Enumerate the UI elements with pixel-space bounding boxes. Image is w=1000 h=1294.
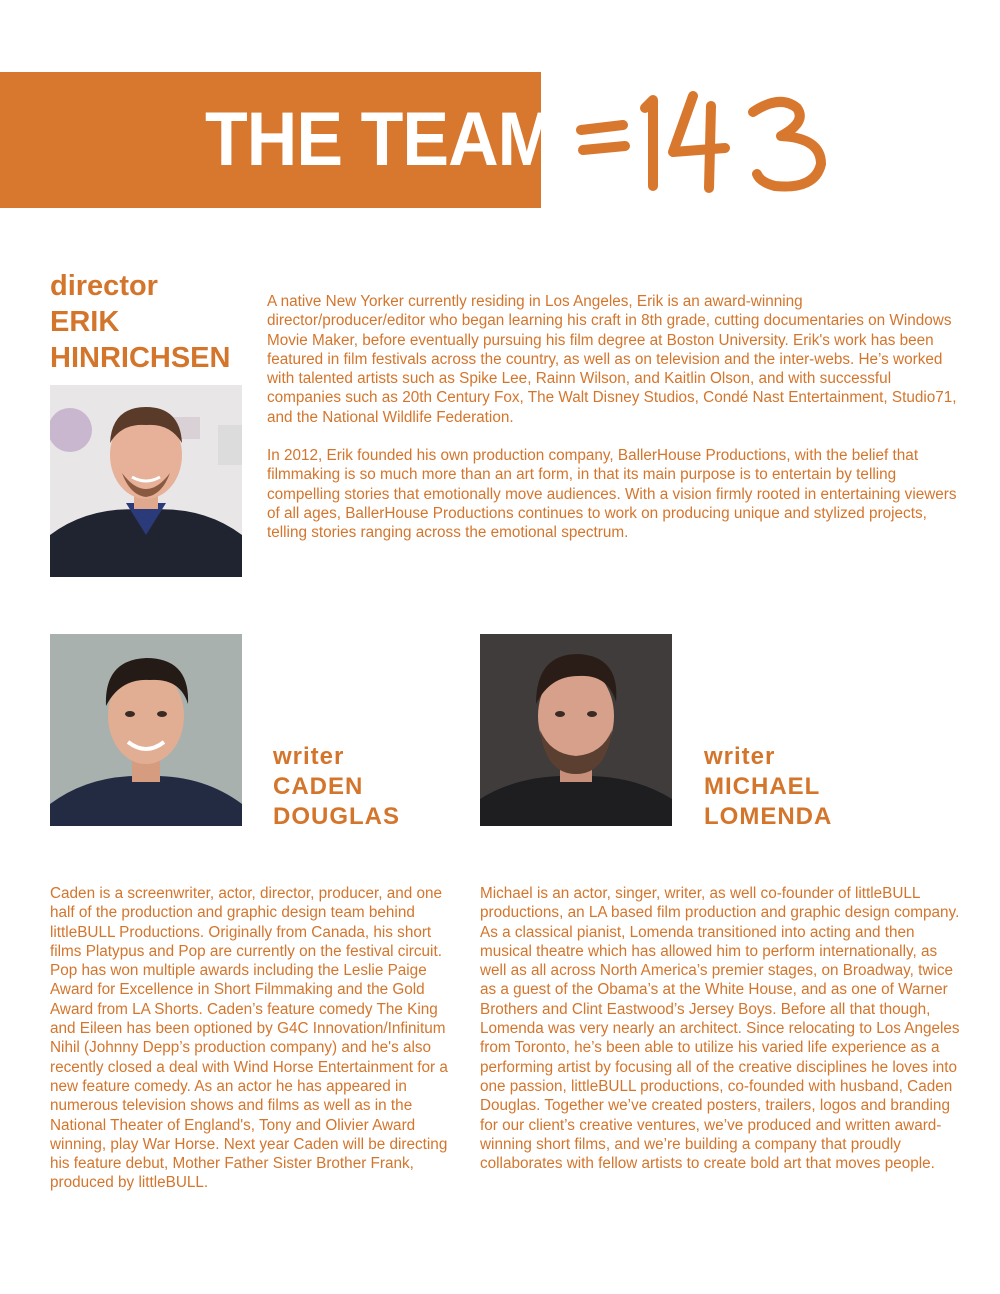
director-photo <box>50 385 242 577</box>
writer-michael-name-last: LOMENDA <box>704 803 833 830</box>
director-role: director <box>50 270 158 302</box>
writer-caden-heading <box>273 742 400 832</box>
writer-caden-name-first: CADEN <box>273 773 364 800</box>
director-heading <box>50 268 230 376</box>
page-title: THE TEAM <box>205 97 556 182</box>
writer-caden-photo <box>50 634 242 826</box>
director-name-last: HINRICHSEN <box>50 342 231 374</box>
writer-michael-name-first: MICHAEL <box>704 773 821 800</box>
writer-michael-bio <box>480 884 960 1173</box>
director-name-first: ERIK <box>50 306 120 338</box>
writer-caden-name-last: DOUGLAS <box>273 803 400 830</box>
director-bio-paragraph-1: A native New Yorker currently residing in Los Angeles, Erik is an award-winning director/producer/editor who began learning his craft in 8th grade, cutting documentaries on Windows Movie Maker, before eventually pursuing his film degree at Boston University. Erik's work has been featured in film festivals across the country, as well as on television and the inter-webs. He’s worked with talented artists such as Spike Lee, Rainn Wilson, and Kaitlin Olson, and with successful companies such as 20th Century Fox, The Walt Disney Studios, Condé Nast Entertainment, Studio71, and the National Wildlife Federation. <box>267 293 957 426</box>
writer-caden-bio <box>50 884 465 1193</box>
writer-caden-role: writer <box>273 743 345 770</box>
director-bio <box>267 292 957 543</box>
director-bio-paragraph-2: In 2012, Erik founded his own production company, BallerHouse Productions, with the belief that filmmaking is so much more than an art form, in that its main purpose is to entertain by telling compelling stories that emotionally move audiences. With a vision firmly rooted in entertaining viewers of all ages, BallerHouse Productions continues to work on producing unique and stylized projects, telling stories ranging across the emotional spectrum. <box>267 447 957 542</box>
writer-michael-heading <box>704 742 832 832</box>
handwritten-number-143 <box>575 78 845 198</box>
writer-caden-bio-text: Caden is a screenwriter, actor, director, producer, and one half of the production and graphic design team behind littleBULL Productions. Originally from Canada, his short films Platypus and Pop are currently on the festival circuit. Pop has won multiple awards including the Leslie Paige Award for Excellence in Short Filmmaking and the Gold Award from LA Shorts. Caden’s feature comedy The King and Eileen has been optioned by G4C Innovation/Infinitum Nihil (Johnny Depp’s production company) and he's also recently closed a deal with Wind Horse Entertainment for a new feature comedy. As an actor he has appeared in numerous television shows and films as well as in the National Theater of England's, Tony and Olivier Award winning, play War Horse. Next year Caden will be directing his feature debut, Mother Father Sister Brother Frank, produced by littleBULL. <box>50 885 448 1192</box>
writer-michael-bio-text: Michael is an actor, singer, writer, as well co-founder of littleBULL productions, an LA based film production and graphic design company. As a classical pianist, Lomenda transitioned into acting and then musical theatre which has allowed him to perform internationally, as well as all across North America’s premier stages, on Broadway, twice as a guest of the Obama’s at the White House, and as one of Warner Brothers and Clint Eastwood’s Jersey Boys. Before all that though, Lomenda was very nearly an architect. Since relocating to Los Angeles from Toronto, he’s been able to utilize his varied life experience as a performing artist by focusing all of the creative disciplines he loves into one passion, littleBULL productions, co-founded with husband, Caden Douglas. Together we’ve created posters, trailers, logos and branding for our client’s creative ventures, we’ve produced and written award-winning short films, and we’re building a company that proudly collaborates with fellow artists to create bold art that moves people. <box>480 885 960 1173</box>
writer-michael-role: writer <box>704 743 776 770</box>
writer-michael-photo <box>480 634 672 826</box>
